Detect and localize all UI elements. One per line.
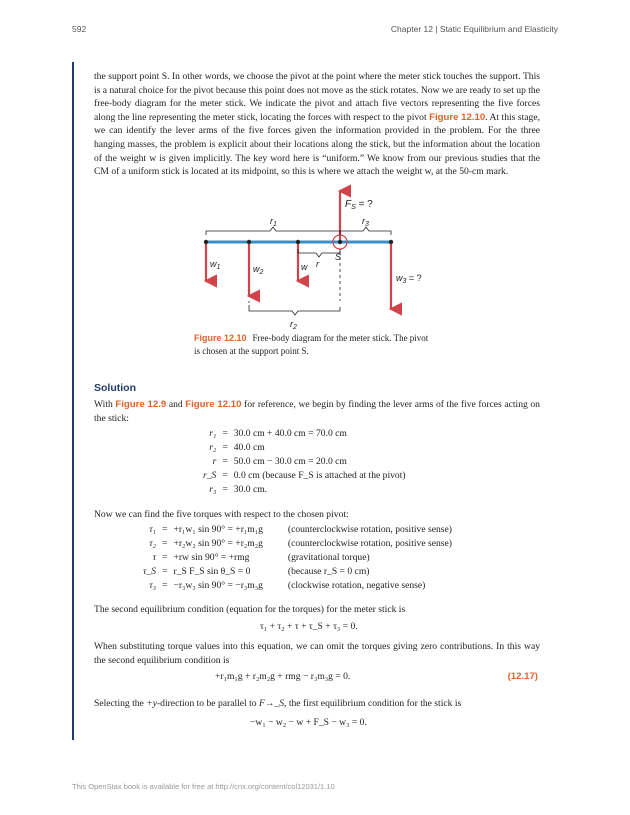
page-number: 592	[72, 24, 87, 34]
equation-row: r_S = 0.0 cm (because F_S is attached at the pivot)	[200, 468, 409, 482]
solution-heading: Solution	[94, 382, 136, 394]
torque-intro: Now we can find the five torques with respect to the chosen pivot:	[94, 509, 349, 520]
mass-point-3	[389, 240, 393, 244]
caption-label: Figure 12.10	[194, 333, 247, 343]
eq-note: (counterclockwise rotation, positive sense)	[287, 524, 452, 536]
eq-rhs: 0.0 cm (because F_S is attached at the pivot)	[233, 469, 406, 481]
selecting-c: the first equilibrium condition for the stick is	[286, 698, 462, 709]
equation-row: τ₁ = +r₁w₁ sin 90° = +r₁m₁g (counterclockwise rotation, positive sense)	[140, 523, 455, 537]
equation-row: τ = +rw sin 90° = +rmg (gravitational torque)	[140, 551, 455, 565]
s-label: S	[335, 252, 342, 262]
figure-link[interactable]: Figure 12.10	[429, 111, 486, 123]
w1-label: $w_1$	[210, 259, 221, 271]
r3-brace	[340, 227, 391, 235]
equation-row: r₁ = 30.0 cm + 40.0 cm = 70.0 cm	[200, 427, 409, 441]
eq-rhs: +rw sin 90° = +rmg	[173, 551, 250, 563]
eq-rhs: 30.0 cm + 40.0 cm = 70.0 cm	[233, 428, 347, 440]
solution-intro-mid: and	[166, 399, 186, 410]
footer-text: This OpenStax book is available for free at http://cnx.org/content/col12031/1.10	[72, 782, 335, 791]
selecting-direction: +y	[146, 698, 157, 709]
eq-lhs: τ_S	[143, 565, 157, 577]
w2-label: $w_2$	[253, 264, 264, 276]
eq-lhs: τ₂	[149, 538, 157, 550]
torque-equations	[140, 523, 455, 592]
intro-paragraph	[94, 70, 540, 179]
eq-lhs: τ	[152, 551, 157, 563]
figure-12-9-link[interactable]: Figure 12.9	[115, 399, 167, 410]
solution-intro-b: for reference, we begin by finding the lever arms of the five forces acting on the stick:	[94, 399, 540, 424]
eq-note: (clockwise rotation, negative sense)	[287, 579, 426, 591]
r-brace	[298, 249, 340, 257]
equation-row: τ₃ = −r₃w₃ sin 90° = −r₃m₃g (clockwise rotation, negative sense)	[140, 578, 455, 592]
eq-lhs: r₁	[209, 428, 217, 440]
eq-lhs: r₂	[209, 442, 217, 454]
r2-brace	[249, 307, 340, 315]
eq-lhs: r	[212, 455, 217, 467]
lever-arm-equations	[200, 427, 409, 496]
second-condition-text: The second equilibrium condition (equation for the torques) for the meter stick is	[94, 604, 406, 615]
mass-point-2	[247, 240, 251, 244]
equation-row: r = 50.0 cm − 30.0 cm = 20.0 cm	[200, 455, 409, 469]
r-label: r	[316, 259, 319, 269]
eq-lhs: r_S	[203, 469, 217, 481]
eq-note: (because r_S = 0 cm)	[287, 565, 370, 577]
eq-rhs: 40.0 cm	[233, 442, 265, 454]
eq-rhs: +r₂w₂ sin 90° = +r₂m₂g	[173, 538, 263, 550]
eq-lhs: τ₃	[149, 579, 157, 591]
cm-point	[296, 240, 300, 244]
eq-lhs: τ₁	[149, 524, 157, 536]
eq-note: (counterclockwise rotation, positive sense)	[287, 538, 452, 550]
substituting-text: When substituting torque values into this equation, we can omit the torques giving zero contributions. In this way the second equilibrium condition is	[94, 641, 540, 666]
eq-rhs: r_S F_S sin θ_S = 0	[173, 565, 251, 577]
r1-label: $r_1$	[270, 216, 277, 228]
equation-row: r₃ = 30.0 cm.	[200, 482, 409, 496]
selecting-a: Selecting the	[94, 698, 147, 709]
eq-rhs: −r₃w₃ sin 90° = −r₃m₃g	[173, 579, 263, 591]
caption-text: Free-body diagram for the meter stick. The pivot is chosen at the support point S.	[194, 333, 429, 356]
para1-text-b: . At this stage, we can identify the lever arms of the five forces given the information provided in the problem. For the three hanging masses, the problem is explicit about their locations along the stick, but the information about the location of the weight w is given implicitly. The key word here is “uniform.” We know from our previous studies that the CM of a uniform stick is located at its midpoint, so this is where we attach the weight w, at the 50-cm mark.	[94, 111, 540, 178]
chapter-title: Chapter 12 | Static Equilibrium and Elasticity	[390, 24, 558, 34]
figure-12-10-link[interactable]: Figure 12.10	[185, 399, 242, 410]
equation-row: r₂ = 40.0 cm	[200, 441, 409, 455]
first-condition-equation: −w₁ − w₂ − w + F_S − w₃ = 0.	[250, 717, 367, 728]
r1-brace	[206, 227, 340, 235]
margin-rule	[72, 62, 74, 740]
eq-rhs: 30.0 cm.	[233, 483, 268, 495]
figure-caption	[194, 332, 434, 357]
solution-intro	[94, 398, 540, 425]
fs-label: $F_S$ = ?	[345, 199, 373, 211]
eq-note: (gravitational torque)	[287, 551, 370, 563]
r3-label: $r_3$	[362, 216, 369, 228]
solution-intro-a: With	[94, 399, 116, 410]
second-condition-equation: τ₁ + τ₂ + τ + τ_S + τ₃ = 0.	[260, 621, 358, 632]
equation-number: (12.17)	[507, 671, 538, 682]
free-body-diagram	[195, 183, 445, 333]
para1-text-a: the support point S. In other words, we choose the pivot at the point where the meter stick touches the support. This is a natural choice for the pivot because this point does not move as the stick rotates. Now we are ready to set up the free-body diagram for the meter stick. We indicate the pivot and attach five vectors representing the five forces along the line representing the meter stick, locating the forces with respect to the pivot	[94, 71, 540, 123]
substituted-equation: +r₁m₁g + r₂m₂g + rmg − r₃m₃g = 0.	[215, 671, 351, 682]
w-label: w	[301, 262, 308, 272]
selecting-text	[94, 697, 540, 711]
selecting-b: -direction to be parallel to	[156, 698, 259, 709]
selecting-vector: F→_S,	[258, 698, 287, 709]
eq-lhs: r₃	[209, 483, 217, 495]
equation-row: τ₂ = +r₂w₂ sin 90° = +r₂m₂g (counterclockwise rotation, positive sense)	[140, 537, 455, 551]
equation-row: τ_S = r_S F_S sin θ_S = 0 (because r_S = 0 cm)	[140, 564, 455, 578]
eq-rhs: +r₁w₁ sin 90° = +r₁m₁g	[173, 524, 263, 536]
pivot-point	[338, 240, 342, 244]
w3-label: $w_3$ = ?	[396, 273, 422, 285]
eq-rhs: 50.0 cm − 30.0 cm = 20.0 cm	[233, 455, 347, 467]
stick-end-left	[204, 240, 208, 244]
r2-label: $r_2$	[290, 319, 297, 331]
